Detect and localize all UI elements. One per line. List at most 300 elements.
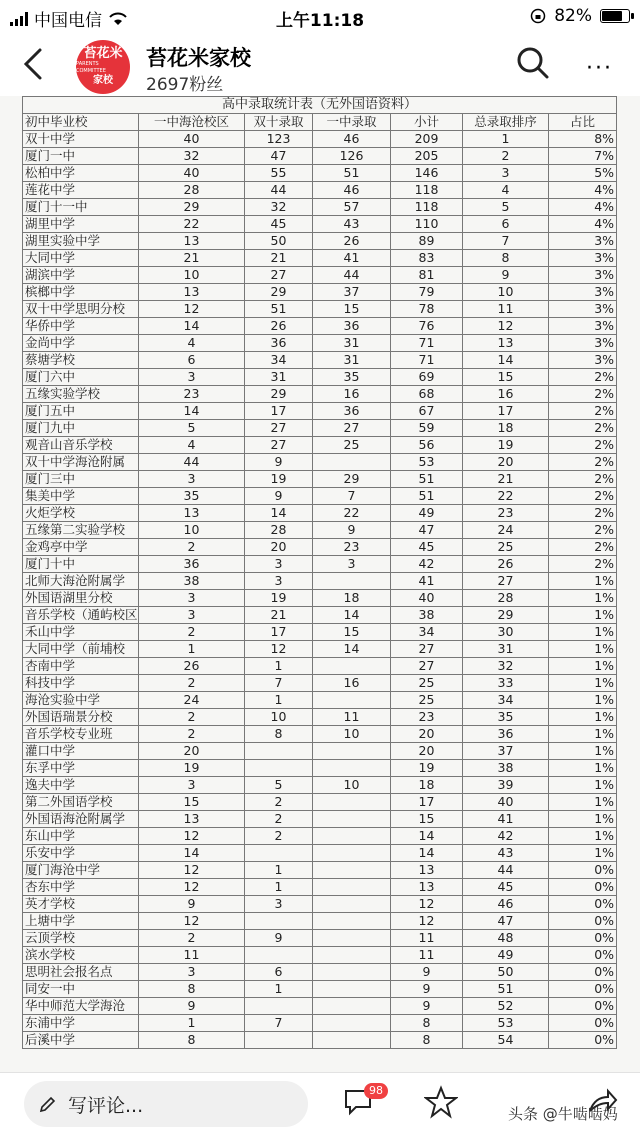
- table-cell: 44: [313, 267, 391, 284]
- table-cell: 26: [313, 233, 391, 250]
- table-cell: 71: [391, 335, 463, 352]
- carrier: 中国电信: [34, 11, 102, 31]
- table-row: [23, 913, 617, 930]
- table-cell: 32: [139, 148, 245, 165]
- table-row: [23, 386, 617, 403]
- table-cell: [313, 845, 391, 862]
- table-cell: 146: [391, 165, 463, 182]
- table-cell: 0%: [549, 1032, 617, 1049]
- table-cell: 8: [391, 1015, 463, 1032]
- table-cell: 47: [463, 913, 549, 930]
- table-cell: 29: [245, 284, 313, 301]
- table-cell: 28: [463, 590, 549, 607]
- table-cell: [313, 1015, 391, 1032]
- table-cell: 1: [139, 1015, 245, 1032]
- table-cell: 41: [391, 573, 463, 590]
- table-cell: 25: [391, 675, 463, 692]
- table-cell: 后溪中学: [23, 1032, 139, 1049]
- table-cell: [313, 743, 391, 760]
- table-cell: 41: [313, 250, 391, 267]
- table-cell: 1%: [549, 794, 617, 811]
- column-header: 占比: [549, 114, 617, 131]
- table-cell: 金尚中学: [23, 335, 139, 352]
- table-cell: 6: [463, 216, 549, 233]
- table-cell: 科技中学: [23, 675, 139, 692]
- table-cell: 30: [463, 624, 549, 641]
- table-cell: 东孚中学: [23, 760, 139, 777]
- table-cell: 3%: [549, 267, 617, 284]
- table-cell: 9: [313, 522, 391, 539]
- table-cell: [313, 454, 391, 471]
- table-row: [23, 845, 617, 862]
- table-cell: 13: [463, 335, 549, 352]
- table-cell: 18: [463, 420, 549, 437]
- column-header: 小计: [391, 114, 463, 131]
- table-row: [23, 879, 617, 896]
- table-cell: 27: [245, 420, 313, 437]
- table-cell: 17: [245, 403, 313, 420]
- table-row: [23, 539, 617, 556]
- table-cell: 37: [313, 284, 391, 301]
- table-cell: 29: [313, 471, 391, 488]
- table-cell: 2%: [549, 420, 617, 437]
- table-cell: 湖里实验中学: [23, 233, 139, 250]
- table-cell: 2%: [549, 454, 617, 471]
- table-cell: 14: [391, 845, 463, 862]
- table-row: [23, 590, 617, 607]
- table-cell: 3: [139, 964, 245, 981]
- table-cell: 15: [391, 811, 463, 828]
- bottom-bar: [0, 1072, 640, 1139]
- table-cell: 5%: [549, 165, 617, 182]
- table-cell: 1: [463, 131, 549, 148]
- table-cell: [313, 658, 391, 675]
- table-cell: 0%: [549, 862, 617, 879]
- table-cell: 3%: [549, 335, 617, 352]
- table-cell: 1%: [549, 658, 617, 675]
- table-cell: 14: [139, 318, 245, 335]
- table-row: [23, 794, 617, 811]
- table-cell: 10: [139, 522, 245, 539]
- table-cell: 3: [463, 165, 549, 182]
- table-row: [23, 556, 617, 573]
- table-cell: 32: [245, 199, 313, 216]
- table-cell: 15: [313, 301, 391, 318]
- table-row: [23, 437, 617, 454]
- table-cell: 36: [463, 726, 549, 743]
- table-cell: 1%: [549, 811, 617, 828]
- table-cell: 东浦中学: [23, 1015, 139, 1032]
- table-cell: 11: [313, 709, 391, 726]
- table-cell: 2: [139, 624, 245, 641]
- table-cell: 1%: [549, 760, 617, 777]
- table-cell: 双十中学海沧附属: [23, 454, 139, 471]
- watermark: 头条 @牛啮啮妈: [508, 1105, 618, 1123]
- table-cell: 34: [245, 352, 313, 369]
- table-row: [23, 828, 617, 845]
- table-cell: 31: [313, 335, 391, 352]
- table-cell: 2: [139, 539, 245, 556]
- table-cell: 20: [463, 454, 549, 471]
- table-cell: 33: [463, 675, 549, 692]
- table-cell: 滨水学校: [23, 947, 139, 964]
- table-cell: 51: [391, 471, 463, 488]
- table-cell: 9: [391, 998, 463, 1015]
- table-cell: 13: [391, 862, 463, 879]
- table-cell: 27: [313, 420, 391, 437]
- table-cell: 8: [139, 981, 245, 998]
- admission-table: [22, 96, 617, 1049]
- table-cell: [313, 794, 391, 811]
- table-cell: 45: [391, 539, 463, 556]
- table-cell: 29: [139, 199, 245, 216]
- table-cell: [313, 930, 391, 947]
- table-cell: 3%: [549, 250, 617, 267]
- table-cell: 23: [313, 539, 391, 556]
- table-cell: 123: [245, 131, 313, 148]
- table-cell: 71: [391, 352, 463, 369]
- table-cell: 蔡塘学校: [23, 352, 139, 369]
- table-cell: 北师大海沧附属学: [23, 573, 139, 590]
- table-cell: 67: [391, 403, 463, 420]
- table-cell: 17: [463, 403, 549, 420]
- table-cell: 火炬学校: [23, 505, 139, 522]
- table-cell: [313, 896, 391, 913]
- table-cell: 外国语海沧附属学: [23, 811, 139, 828]
- table-cell: 25: [391, 692, 463, 709]
- table-cell: 34: [463, 692, 549, 709]
- clock: 上午11:18: [275, 11, 365, 31]
- table-cell: 15: [463, 369, 549, 386]
- table-cell: 14: [139, 403, 245, 420]
- table-row: [23, 624, 617, 641]
- table-cell: 20: [245, 539, 313, 556]
- table-row: [23, 505, 617, 522]
- table-row: [23, 454, 617, 471]
- table-row: [23, 369, 617, 386]
- table-cell: 2: [245, 811, 313, 828]
- table-cell: 35: [313, 369, 391, 386]
- table-cell: 43: [463, 845, 549, 862]
- table-cell: 厦门九中: [23, 420, 139, 437]
- table-cell: [313, 913, 391, 930]
- table-cell: 24: [139, 692, 245, 709]
- table-cell: 杏南中学: [23, 658, 139, 675]
- column-header: 一中海沧校区: [139, 114, 245, 131]
- table-cell: 44: [463, 862, 549, 879]
- table-cell: 7: [245, 675, 313, 692]
- table-cell: 2%: [549, 488, 617, 505]
- table-cell: 53: [391, 454, 463, 471]
- table-cell: 1%: [549, 573, 617, 590]
- table-cell: 20: [139, 743, 245, 760]
- table-cell: 49: [391, 505, 463, 522]
- table-row: [23, 743, 617, 760]
- table-cell: 12: [139, 301, 245, 318]
- table-cell: [313, 828, 391, 845]
- table-cell: 15: [139, 794, 245, 811]
- table-cell: 7: [245, 1015, 313, 1032]
- table-row: [23, 352, 617, 369]
- pencil-icon: [38, 1094, 58, 1114]
- table-row: [23, 896, 617, 913]
- table-cell: 1%: [549, 845, 617, 862]
- table-cell: 金鸡亭中学: [23, 539, 139, 556]
- star-icon[interactable]: [424, 1085, 458, 1119]
- table-cell: 7: [463, 233, 549, 250]
- table-cell: 45: [463, 879, 549, 896]
- table-cell: 2: [139, 930, 245, 947]
- table-cell: 68: [391, 386, 463, 403]
- table-cell: 3: [245, 556, 313, 573]
- table-cell: [313, 998, 391, 1015]
- table-cell: [313, 879, 391, 896]
- back-arrow-icon[interactable]: [18, 46, 48, 82]
- table-cell: 7%: [549, 148, 617, 165]
- table-cell: [313, 811, 391, 828]
- table-cell: 22: [463, 488, 549, 505]
- table-title: 高中录取统计表（无外国语资料）: [23, 97, 617, 114]
- table-cell: 1%: [549, 777, 617, 794]
- table-cell: 外国语湖里分校: [23, 590, 139, 607]
- table-cell: 14: [313, 641, 391, 658]
- table-cell: 3: [139, 471, 245, 488]
- table-cell: 槟榔中学: [23, 284, 139, 301]
- table-cell: 19: [391, 760, 463, 777]
- table-cell: 厦门海沧中学: [23, 862, 139, 879]
- table-cell: 37: [463, 743, 549, 760]
- table-cell: 26: [245, 318, 313, 335]
- account-avatar[interactable]: 苔花米 PARENTS COMMITTEE 家校: [76, 40, 130, 94]
- table-cell: 1%: [549, 590, 617, 607]
- table-cell: 1%: [549, 828, 617, 845]
- table-cell: 松柏中学: [23, 165, 139, 182]
- table-cell: 9: [391, 964, 463, 981]
- column-header: 双十录取: [245, 114, 313, 131]
- table-cell: 1: [245, 692, 313, 709]
- table-row: [23, 488, 617, 505]
- table-cell: 40: [139, 131, 245, 148]
- table-cell: 4: [463, 182, 549, 199]
- table-cell: 双十中学: [23, 131, 139, 148]
- table-row: [23, 284, 617, 301]
- comment-count-badge: 98: [364, 1083, 388, 1099]
- table-cell: 205: [391, 148, 463, 165]
- table-cell: 28: [245, 522, 313, 539]
- table-cell: 2: [139, 709, 245, 726]
- table-cell: 2: [139, 726, 245, 743]
- table-cell: 9: [139, 896, 245, 913]
- table-cell: 五缘实验学校: [23, 386, 139, 403]
- table-cell: 3: [139, 607, 245, 624]
- battery-percent: 82%: [554, 6, 592, 26]
- table-cell: 3%: [549, 233, 617, 250]
- table-row: [23, 335, 617, 352]
- table-cell: 1%: [549, 692, 617, 709]
- table-cell: 19: [139, 760, 245, 777]
- table-cell: 12: [139, 828, 245, 845]
- table-cell: 12: [139, 862, 245, 879]
- table-cell: 1: [245, 879, 313, 896]
- table-cell: 3: [245, 573, 313, 590]
- search-icon[interactable]: [516, 46, 550, 80]
- table-cell: 31: [245, 369, 313, 386]
- table-cell: 44: [139, 454, 245, 471]
- table-cell: 51: [245, 301, 313, 318]
- table-cell: 8: [463, 250, 549, 267]
- table-cell: [313, 692, 391, 709]
- account-name[interactable]: 苔花米家校: [146, 46, 251, 70]
- table-row: [23, 522, 617, 539]
- table-row: [23, 471, 617, 488]
- table-cell: 2: [463, 148, 549, 165]
- table-cell: 36: [139, 556, 245, 573]
- table-cell: 厦门一中: [23, 148, 139, 165]
- column-header: 总录取排序: [463, 114, 549, 131]
- table-cell: 2: [245, 794, 313, 811]
- table-cell: [313, 947, 391, 964]
- table-cell: 13: [139, 233, 245, 250]
- table-cell: 31: [313, 352, 391, 369]
- table-cell: 2%: [549, 437, 617, 454]
- table-cell: 观音山音乐学校: [23, 437, 139, 454]
- table-cell: 59: [391, 420, 463, 437]
- table-cell: 2%: [549, 471, 617, 488]
- table-cell: 25: [463, 539, 549, 556]
- table-cell: 厦门十一中: [23, 199, 139, 216]
- table-cell: 79: [391, 284, 463, 301]
- table-cell: [313, 981, 391, 998]
- table-cell: 11: [139, 947, 245, 964]
- table-cell: 9: [139, 998, 245, 1015]
- table-row: [23, 403, 617, 420]
- table-cell: 2%: [549, 403, 617, 420]
- table-cell: [313, 964, 391, 981]
- table-cell: 22: [139, 216, 245, 233]
- table-cell: [245, 913, 313, 930]
- table-cell: 0%: [549, 879, 617, 896]
- table-cell: 21: [245, 607, 313, 624]
- table-row: [23, 964, 617, 981]
- table-cell: 湖里中学: [23, 216, 139, 233]
- table-cell: [245, 760, 313, 777]
- table-cell: 17: [391, 794, 463, 811]
- table-cell: 0%: [549, 896, 617, 913]
- table-cell: 36: [313, 318, 391, 335]
- table-cell: 13: [391, 879, 463, 896]
- more-options-icon[interactable]: ···: [586, 56, 613, 81]
- table-cell: 1%: [549, 709, 617, 726]
- table-row: [23, 658, 617, 675]
- table-cell: 1: [245, 862, 313, 879]
- table-cell: 36: [245, 335, 313, 352]
- table-cell: 38: [391, 607, 463, 624]
- comment-input[interactable]: [24, 1081, 308, 1127]
- table-cell: 12: [245, 641, 313, 658]
- table-cell: 38: [139, 573, 245, 590]
- table-cell: 思明社会报名点: [23, 964, 139, 981]
- table-cell: 11: [463, 301, 549, 318]
- table-cell: 乐安中学: [23, 845, 139, 862]
- table-cell: 厦门十中: [23, 556, 139, 573]
- table-cell: 89: [391, 233, 463, 250]
- table-cell: 2%: [549, 522, 617, 539]
- table-cell: 2%: [549, 505, 617, 522]
- table-cell: 禾山中学: [23, 624, 139, 641]
- table-cell: 10: [463, 284, 549, 301]
- table-row: [23, 930, 617, 947]
- table-row: [23, 301, 617, 318]
- table-cell: 4: [139, 335, 245, 352]
- table-cell: 14: [313, 607, 391, 624]
- table-cell: [245, 947, 313, 964]
- table-cell: 1%: [549, 743, 617, 760]
- table-row: [23, 131, 617, 148]
- table-cell: 第二外国语学校: [23, 794, 139, 811]
- article-header: [0, 34, 640, 96]
- table-cell: 42: [391, 556, 463, 573]
- table-cell: 38: [463, 760, 549, 777]
- table-cell: 21: [463, 471, 549, 488]
- table-cell: 3: [139, 777, 245, 794]
- table-cell: 0%: [549, 913, 617, 930]
- table-row: [23, 318, 617, 335]
- table-cell: 12: [391, 896, 463, 913]
- table-cell: 27: [391, 658, 463, 675]
- table-cell: 4: [139, 437, 245, 454]
- table-cell: 22: [313, 505, 391, 522]
- table-cell: 1%: [549, 607, 617, 624]
- table-cell: 51: [463, 981, 549, 998]
- table-cell: 3: [245, 896, 313, 913]
- table-cell: 28: [139, 182, 245, 199]
- table-cell: 126: [313, 148, 391, 165]
- table-cell: [313, 760, 391, 777]
- table-cell: 0%: [549, 930, 617, 947]
- table-cell: 26: [139, 658, 245, 675]
- table-cell: 35: [463, 709, 549, 726]
- table-cell: 24: [463, 522, 549, 539]
- table-cell: 47: [391, 522, 463, 539]
- table-cell: 3: [139, 590, 245, 607]
- table-row: [23, 267, 617, 284]
- table-cell: 12: [391, 913, 463, 930]
- table-cell: 56: [391, 437, 463, 454]
- table-cell: 2%: [549, 386, 617, 403]
- table-cell: 华侨中学: [23, 318, 139, 335]
- table-cell: 6: [245, 964, 313, 981]
- table-cell: 45: [245, 216, 313, 233]
- table-cell: 海沧实验中学: [23, 692, 139, 709]
- table-cell: 27: [245, 267, 313, 284]
- table-cell: 23: [139, 386, 245, 403]
- table-cell: 外国语瑞景分校: [23, 709, 139, 726]
- table-cell: 32: [463, 658, 549, 675]
- table-row: [23, 709, 617, 726]
- table-cell: 44: [245, 182, 313, 199]
- table-cell: 14: [463, 352, 549, 369]
- table-cell: 0%: [549, 1015, 617, 1032]
- table-photo: [0, 96, 640, 1072]
- table-cell: 五缘第二实验学校: [23, 522, 139, 539]
- table-cell: 音乐学校专业班: [23, 726, 139, 743]
- table-cell: 21: [139, 250, 245, 267]
- table-cell: 13: [139, 284, 245, 301]
- table-cell: 莲花中学: [23, 182, 139, 199]
- table-cell: 8: [245, 726, 313, 743]
- table-cell: 13: [139, 505, 245, 522]
- table-row: [23, 1032, 617, 1049]
